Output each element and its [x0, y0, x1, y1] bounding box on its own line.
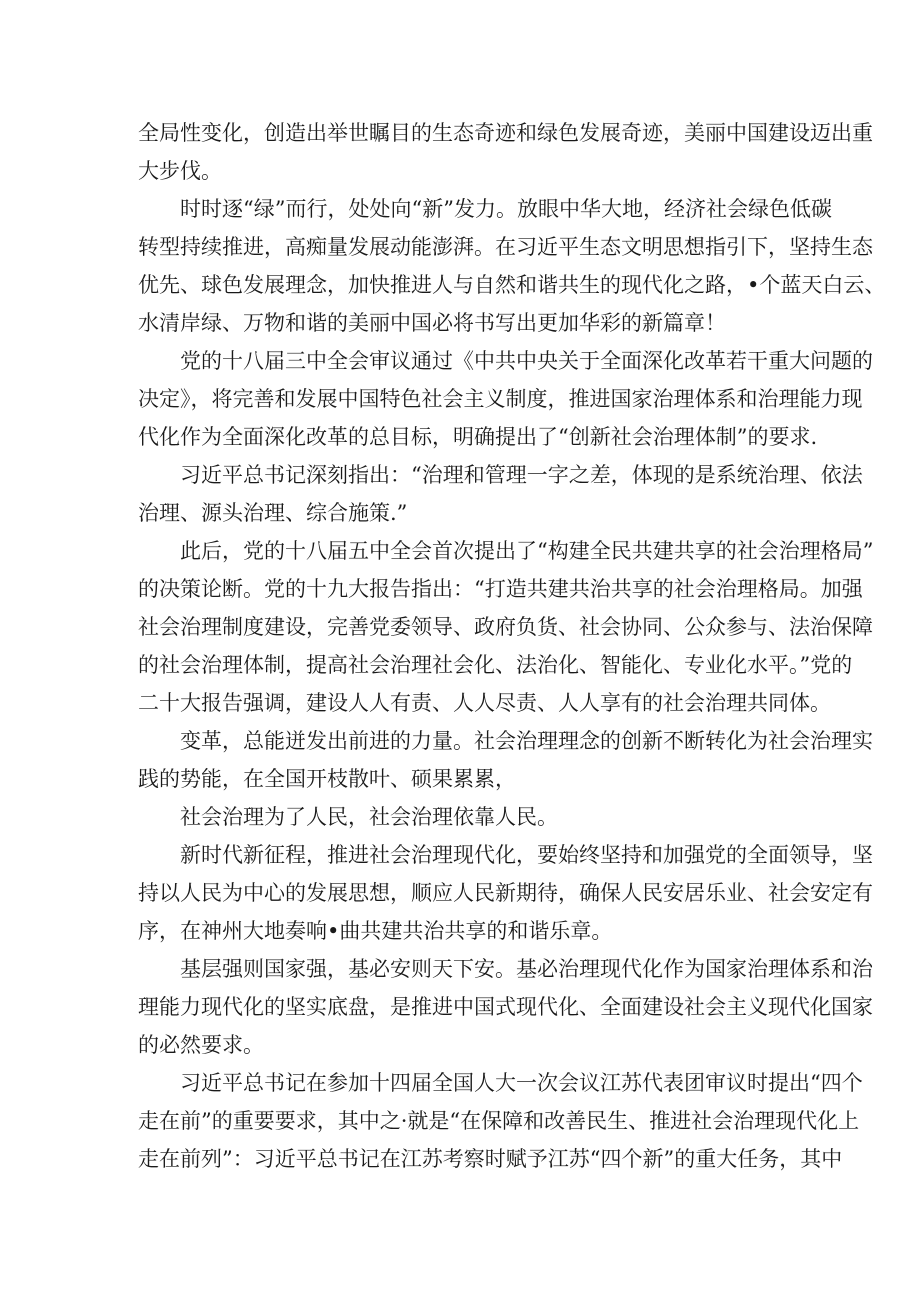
text-line: 习近平总书记在参加十四届全国人大一次会议江苏代表团审议时提出“四个: [180, 1071, 863, 1095]
paragraph: [138, 190, 886, 342]
text-line: 社会治理为了人民，社会治理依靠人民。: [180, 805, 558, 829]
text-line: 走在前”的重要要求，其中之·就是“在保障和改善民生、推进社会治理现代化上: [138, 1109, 860, 1133]
text-line: 习近平总书记深刻指出：“治理和管理一字之差，体现的是系统治理、依法: [180, 463, 863, 487]
text-line: 走在前列”：习近平总书记在江苏考察时赋予江苏“四个新”的重大任务，其中: [138, 1147, 843, 1171]
paragraph: [138, 532, 874, 722]
text-line: 基层强则国家强，基必安则天下安。基必治理现代化作为国家治理体系和治: [180, 957, 873, 981]
text-line: 此后，党的十八届五中全会首次提出了“构建全民共建共享的社会治理格局”: [180, 539, 874, 563]
paragraph: [138, 798, 788, 836]
text-line: 党的十八届三中全会审议通过《中共中央关于全面深化改革若干重大问题的: [180, 349, 873, 373]
text-line: 序，在神州大地奏响•曲共建共治共享的和谐乐章。: [138, 919, 613, 943]
text-line: 转型持续推进，高痴量发展动能澎湃。在习近平生态文明思想指引下，坚持生态: [138, 235, 873, 259]
text-line: 时时逐“绿”而行，处处向“新”发力。放眼中华大地，经济社会绿色低碳: [180, 197, 832, 221]
paragraph: [138, 836, 873, 950]
text-line: 代化作为全面深化改革的总目标，明确提出了“创新社会治理体制”的要求.: [138, 425, 818, 449]
text-line: 水清岸绿、万物和谐的美丽中国必将书写出更加华彩的新篇章！: [138, 311, 726, 335]
paragraph: [138, 722, 873, 798]
text-line: 践的势能，在全国开枝散叶、硕果累累，: [138, 767, 516, 791]
text-line: 决定》，将完善和发展中国特色社会主义制度，推进国家治理体系和治理能力现: [138, 387, 863, 411]
text-line: 二十大报告强调，建设人人有责、人人尽责、人人享有的社会治理共同体。: [138, 691, 831, 715]
text-line: 治理、源头治理、综合施策.”: [138, 501, 408, 525]
text-line: 持以人民为中心的发展思想，顺应人民新期待，确保人民安居乐业、社会安定有: [138, 881, 873, 905]
text-line: 社会治理制度建设，完善党委领导、政府负货、社会协同、公众参与、法治保障: [138, 615, 873, 639]
text-line: 全局性变化，创造出举世瞩目的生态奇迹和绿色发展奇迹，美丽中国建设迈出重: [138, 121, 873, 145]
text-line: 的必然要求。: [138, 1033, 264, 1057]
paragraph: [138, 114, 873, 190]
text-line: 变革，总能迸发出前进的力量。社会治理理念的创新不断转化为社会治理实: [180, 729, 873, 753]
text-line: 优先、球色发展理念，加快推进人与自然和谐共生的现代化之路，•个蓝天白云、: [138, 273, 886, 297]
paragraph: [138, 1064, 863, 1178]
paragraph: [138, 950, 873, 1064]
document-body: [138, 114, 886, 1178]
text-line: 的社会治理体制，提高社会治理社会化、法治化、智能化、专业化水平。”党的: [138, 653, 853, 677]
text-line: 新时代新征程，推进社会治理现代化，要始终坚持和加强党的全面领导，坚: [180, 843, 873, 867]
text-line: 的决策论断。党的十九大报告指出：“打造共建共治共享的社会治理格局。加强: [138, 577, 863, 601]
text-line: 理能力现代化的坚实底盘，是推进中国式现代化、全面建设社会主义现代化国家: [138, 995, 873, 1019]
paragraph: [138, 456, 863, 532]
paragraph: [138, 342, 873, 456]
text-line: 大步伐。: [138, 159, 222, 183]
